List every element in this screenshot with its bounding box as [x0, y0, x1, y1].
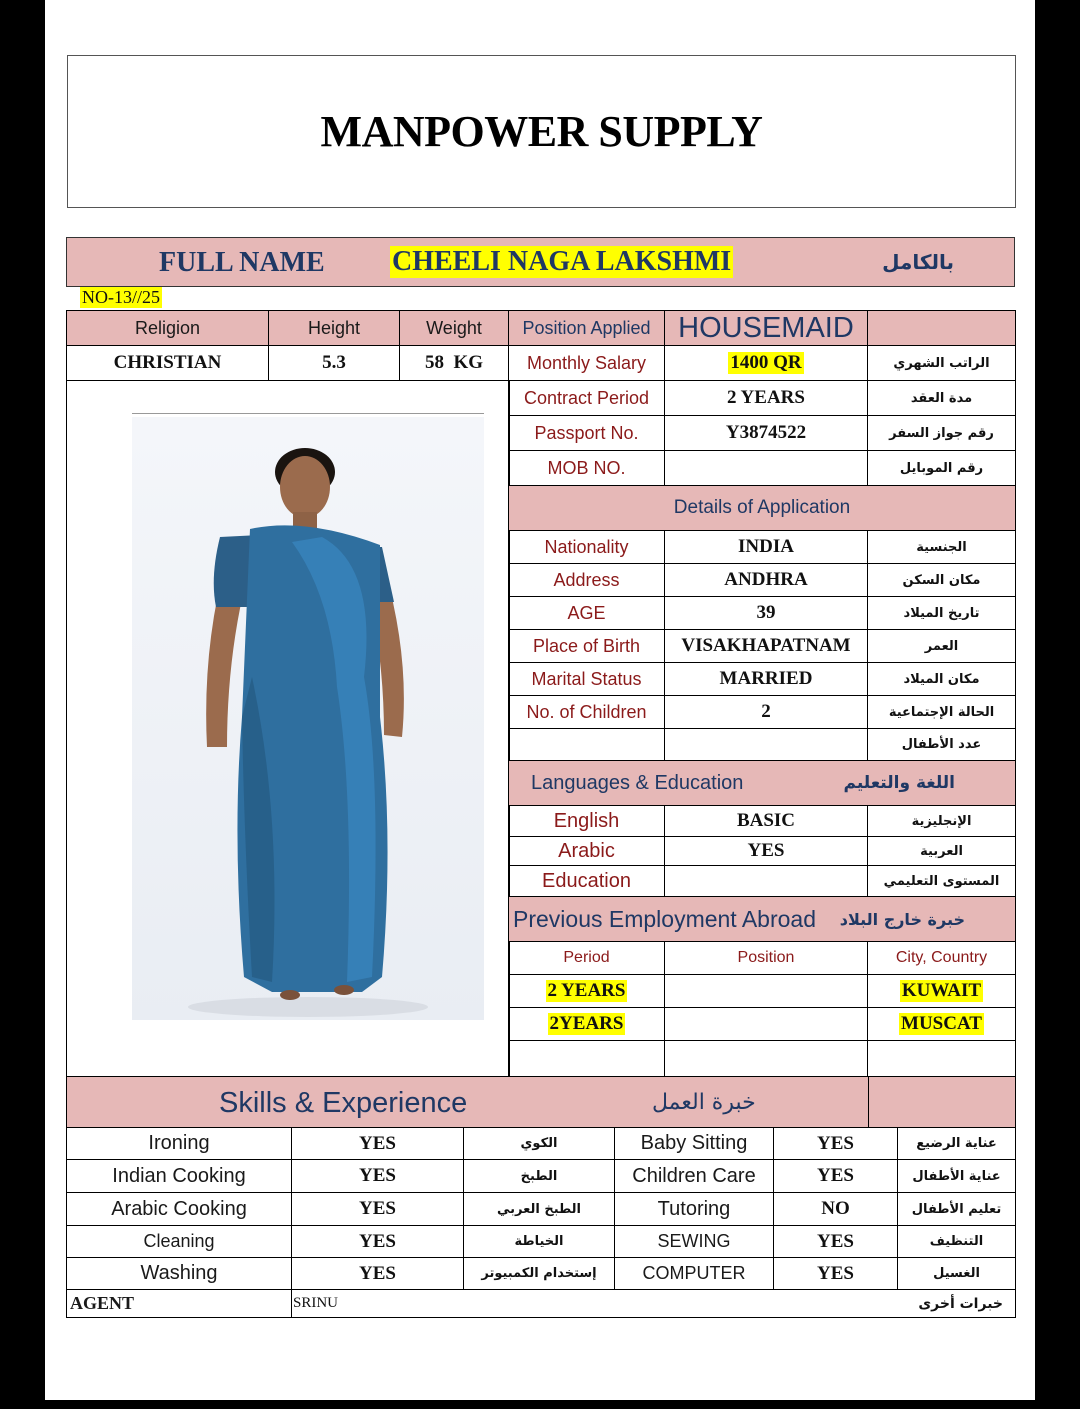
marital-status-arabic: مكان الميلاد: [867, 662, 1016, 696]
employment-position-2: [664, 1007, 868, 1041]
skill-computer-arabic: الغسيل: [897, 1257, 1016, 1290]
height-header: Height: [268, 310, 400, 346]
passport-value: Y3874522: [664, 415, 868, 451]
children-arabic: الحالة الإجتماعية: [867, 695, 1016, 729]
skill-tutoring-arabic: تعليم الأطفال: [897, 1192, 1016, 1226]
photo-frame: [66, 380, 510, 1077]
skills-title: Skills & Experience: [219, 1087, 468, 1119]
age-label: AGE: [508, 596, 665, 630]
reference-number: NO-13//25: [82, 287, 160, 307]
height-value: 5.3: [268, 345, 400, 381]
skill-washing-arabic: إستخدام الكمبيوتر: [463, 1257, 615, 1290]
skill-baby-sitting-arabic: عناية الرضيع: [897, 1127, 1016, 1160]
english-value: BASIC: [664, 805, 868, 837]
skill-washing: Washing: [66, 1257, 292, 1290]
english-label: English: [508, 805, 665, 837]
place-of-birth-label: Place of Birth: [508, 629, 665, 663]
english-arabic: الإنجليزية: [867, 805, 1016, 837]
skills-header-right: [868, 1076, 1016, 1128]
place-of-birth-arabic: العمر: [867, 629, 1016, 663]
header-box: [67, 55, 1016, 208]
skill-computer-value: YES: [773, 1257, 898, 1290]
skill-children-care: Children Care: [614, 1159, 774, 1193]
employment-period-2: 2YEARS: [508, 1007, 665, 1041]
skills-header: [66, 1076, 869, 1128]
contract-period-label: Contract Period: [508, 380, 665, 416]
marital-status-label: Marital Status: [508, 662, 665, 696]
arabic-arabic: العربية: [867, 836, 1016, 866]
full-name-arabic: بالكامل: [882, 250, 954, 274]
position-arabic-cell: [867, 310, 1016, 346]
age-arabic: تاريخ الميلاد: [867, 596, 1016, 630]
skill-washing-value: YES: [291, 1257, 464, 1290]
marital-status-value: MARRIED: [664, 662, 868, 696]
skills-arabic: خبرة العمل: [652, 1090, 756, 1115]
skill-arabic-cooking-value: YES: [291, 1192, 464, 1226]
skill-tutoring-value: NO: [773, 1192, 898, 1226]
monthly-salary-label: Monthly Salary: [508, 345, 665, 381]
nationality-value: INDIA: [664, 530, 868, 564]
age-value: 39: [664, 596, 868, 630]
employment-position-1: [664, 974, 868, 1008]
mobile-label: MOB NO.: [508, 450, 665, 486]
agent-label-cell: [66, 1289, 292, 1318]
skill-ironing-arabic: الكوي: [463, 1127, 615, 1160]
children-label: No. of Children: [508, 695, 665, 729]
blank-value: [664, 728, 868, 761]
passport-arabic: رقم جواز السفر: [867, 415, 1016, 451]
address-arabic: مكان السكن: [867, 563, 1016, 597]
agent-value: SRINU: [293, 1295, 339, 1311]
education-arabic: المستوى التعليمي: [867, 865, 1016, 897]
agent-label: AGENT: [70, 1293, 135, 1313]
employment-title: Previous Employment Abroad: [513, 905, 816, 932]
skill-arabic-cooking: Arabic Cooking: [66, 1192, 292, 1226]
passport-label: Passport No.: [508, 415, 665, 451]
nationality-arabic: الجنسية: [867, 530, 1016, 564]
full-name-label: FULL NAME: [159, 247, 325, 278]
mobile-arabic: رقم الموبايل: [867, 450, 1016, 486]
skill-indian-cooking-value: YES: [291, 1159, 464, 1193]
employment-header: [508, 896, 1016, 942]
education-value: [664, 865, 868, 897]
full-name-value: CHEELI NAGA LAKSHMI: [392, 246, 732, 277]
languages-arabic: اللغة والتعليم: [843, 773, 955, 793]
skill-sewing-value: YES: [773, 1225, 898, 1258]
position-header: Position: [664, 941, 868, 975]
skill-indian-cooking: Indian Cooking: [66, 1159, 292, 1193]
weight-header: Weight: [399, 310, 509, 346]
skill-baby-sitting-value: YES: [773, 1127, 898, 1160]
contract-period-arabic: مدة العقد: [867, 380, 1016, 416]
city-country-header: City, Country: [867, 941, 1016, 975]
religion-value: CHRISTIAN: [66, 345, 269, 381]
arabic-label: Arabic: [508, 836, 665, 866]
skill-sewing-arabic: التنظيف: [897, 1225, 1016, 1258]
skill-arabic-cooking-arabic: الطبخ العربي: [463, 1192, 615, 1226]
employment-blank-3: [867, 1040, 1016, 1077]
languages-header: [508, 760, 1016, 806]
details-header: Details of Application: [508, 485, 1016, 531]
address-value: ANDHRA: [664, 563, 868, 597]
children-value: 2: [664, 695, 868, 729]
skill-children-care-arabic: عناية الأطفال: [897, 1159, 1016, 1193]
position-label: Position Applied: [508, 310, 665, 346]
nationality-label: Nationality: [508, 530, 665, 564]
monthly-salary-arabic: الراتب الشهري: [867, 345, 1016, 381]
address-label: Address: [508, 563, 665, 597]
skill-sewing: SEWING: [614, 1225, 774, 1258]
period-header: Period: [508, 941, 665, 975]
agent-arabic: خبرات أخرى: [918, 1295, 1003, 1312]
agent-value-cell: [291, 1289, 1016, 1318]
employment-city-2: MUSCAT: [867, 1007, 1016, 1041]
document-page: [45, 0, 1035, 1400]
no-of-children-arabic: عدد الأطفال: [867, 728, 1016, 761]
religion-header: Religion: [66, 310, 269, 346]
weight-value: 58 KG: [399, 345, 509, 381]
skill-ironing: Ironing: [66, 1127, 292, 1160]
page-title: MANPOWER SUPPLY: [320, 107, 763, 156]
skill-cleaning-value: YES: [291, 1225, 464, 1258]
employment-city-1: KUWAIT: [867, 974, 1016, 1008]
languages-title: Languages & Education: [531, 771, 744, 794]
skill-ironing-value: YES: [291, 1127, 464, 1160]
full-name-row: [66, 237, 1015, 287]
monthly-salary-value: 1400 QR: [664, 345, 868, 381]
employment-arabic: خبرة خارج البلاد: [839, 909, 965, 929]
employment-blank-2: [664, 1040, 868, 1077]
mobile-value: [664, 450, 868, 486]
contract-period-value: 2 YEARS: [664, 380, 868, 416]
employment-blank-1: [508, 1040, 665, 1077]
education-label: Education: [508, 865, 665, 897]
skill-cleaning: Cleaning: [66, 1225, 292, 1258]
employment-period-1: 2 YEARS: [508, 974, 665, 1008]
place-of-birth-value: VISAKHAPATNAM: [664, 629, 868, 663]
candidate-photo: [132, 417, 484, 1020]
skill-indian-cooking-arabic: الطبخ: [463, 1159, 615, 1193]
skill-tutoring: Tutoring: [614, 1192, 774, 1226]
blank-label: [508, 728, 665, 761]
skill-baby-sitting: Baby Sitting: [614, 1127, 774, 1160]
skill-children-care-value: YES: [773, 1159, 898, 1193]
skill-cleaning-arabic: الخياطة: [463, 1225, 615, 1258]
arabic-value: YES: [664, 836, 868, 866]
skill-computer: COMPUTER: [614, 1257, 774, 1290]
position-value: HOUSEMAID: [664, 310, 868, 346]
